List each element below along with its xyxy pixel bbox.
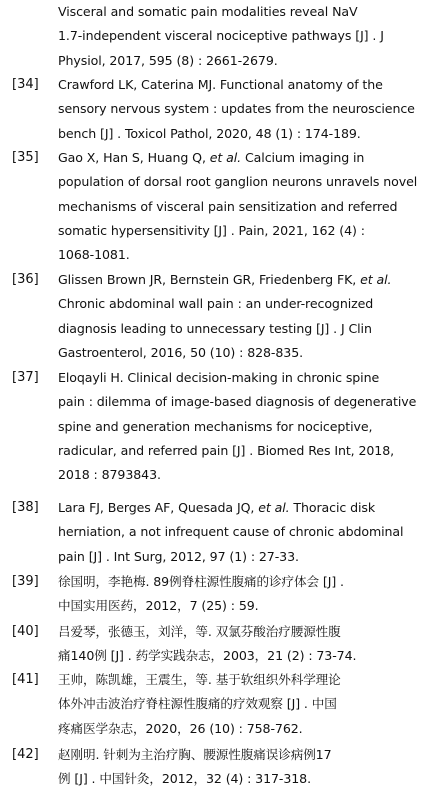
reference-line: 1.7-independent visceral nociceptive pathways [J] . J [58,28,384,44]
reference-number: [42] [12,747,39,762]
reference-number: [39] [12,574,39,589]
reference-line: Visceral and somatic pain modalities reveal NaV [58,4,358,19]
et-al-italic: et al. [258,500,290,515]
reference-line: population of dorsal root ganglion neurons unravels novel [58,174,418,190]
et-al-italic: et al. [209,150,242,165]
reference-number: [37] [12,370,39,385]
reference-text [58,743,420,792]
reference-line: somatic hypersensitivity [J] . Pain, 2021, 162 (4) : [58,222,365,238]
reference-line: sensory nervous system : updates from the neuroscience [58,101,415,117]
reference-line: 1068-1081. [58,247,130,263]
reference-line: Chronic abdominal wall pain : an under-recognized [58,296,374,312]
reference-line: pain [J] . Int Surg, 2012, 97 (1) : 27-33. [58,548,299,564]
reference-line: mechanisms of visceral pain sensitization and referred [58,198,398,214]
reference-number: [36] [12,272,39,287]
reference-text [58,570,420,619]
reference-text [58,146,420,267]
reference-line: 中国实用医药，2012，7 (25) : 59. [58,598,259,614]
reference-text [58,0,420,73]
reference-text [58,366,420,487]
reference-number: [40] [12,624,39,639]
et-al-italic: et al. [360,272,392,287]
reference-line: Gastroenterol, 2016, 50 (10) : 828-835. [58,344,304,360]
reference-line: 徐国明，李艳梅. 89例脊柱源性腹痛的诊疗体会 [J] . [58,574,344,589]
reference-line: 2018 : 8793843. [58,467,161,483]
reference-line: herniation, a not infrequent cause of chronic abdominal [58,524,404,540]
reference-text [58,620,420,669]
reference-line: 例 [J] . 中国针灸，2012，32 (4) : 317-318. [58,771,311,787]
reference-line: Glissen Brown JR, Bernstein GR, Friedenberg FK, et al. [58,272,392,287]
reference-text [58,496,420,569]
reference-line: 痛140例 [J] . 药学实践杂志，2003，21 (2) : 73-74. [58,648,357,664]
reference-line: Physiol, 2017, 595 (8) : 2661-2679. [58,52,278,68]
reference-line: Crawford LK, Caterina MJ. Functional anatomy of the [58,77,383,92]
reference-line: Lara FJ, Berges AF, Quesada JQ, et al. Thoracic disk [58,500,376,515]
reference-number: [41] [12,672,39,687]
reference-text [58,73,420,146]
reference-text [58,668,420,741]
reference-number: [34] [12,77,39,92]
reference-line: 吕爱琴，张德玉，刘洋，等. 双氯芬酸治疗腰源性腹 [58,624,341,639]
reference-line: pain : dilemma of image-based diagnosis of degenerative [58,394,417,410]
reference-line: 体外冲击波治疗脊柱源性腹痛的疗效观察 [J] . 中国 [58,696,337,712]
reference-line: bench [J] . Toxicol Pathol, 2020, 48 (1) : 174-189. [58,125,361,141]
reference-line: diagnosis leading to unnecessary testing [J] . J Clin [58,320,372,336]
reference-line: Eloqayli H. Clinical decision-making in chronic spine [58,370,380,385]
reference-line: spine and generation mechanisms for nociceptive, [58,418,373,434]
reference-line: 王帅，陈凯雄，王震生，等. 基于软组织外科学理论 [58,672,341,687]
reference-number: [35] [12,150,39,165]
reference-number: [38] [12,500,39,515]
reference-line: radicular, and referred pain [J] . Biomed Res Int, 2018, [58,442,395,458]
reference-line: 赵刚明. 针刺为主治疗胸、腰源性腹痛误诊病例17 [58,747,332,762]
reference-text [58,268,420,365]
reference-line: 疼痛医学杂志，2020，26 (10) : 758-762. [58,720,303,736]
reference-line: Gao X, Han S, Huang Q, et al. Calcium imaging in [58,150,365,165]
